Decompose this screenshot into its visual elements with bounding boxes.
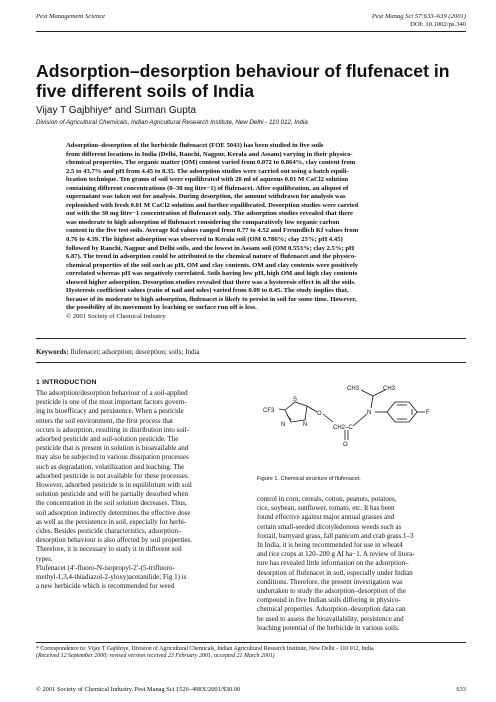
label-s: S [293,397,298,403]
bottom-copyright: © 2001 Society of Chemical Industry. Pest Manag Sci 1526–498X/2001/$30.00 [36,686,241,693]
text-line: chemical properties. Adsorption–desorption data can [257,605,406,614]
footnote-rule [36,642,466,643]
label-n3: N [367,410,372,416]
structure-bonds [279,390,425,440]
journal-citation: Pest Manag Sci 57:633–639 (2001) [371,13,466,20]
abstract-body [66,142,454,313]
page-number: 633 [456,686,466,693]
text-line: control in corn, cereals, cotton, peanuts, potatoes, [257,495,397,503]
text-line: cides. Besides pesticide characteristics, adsorption– [36,527,182,536]
keywords [36,348,200,357]
label-ch2c: CH2–C [333,425,353,431]
section-heading: 1 INTRODUCTION [36,379,97,386]
text-line: undertaken to study the adsorption–desorption of the [257,587,406,596]
text-line: chemical properties. The organic matter (OM) content varied from 0.072 to 0.864%, clay content from [66,159,356,167]
text-line: may also be subjected to various dissipation processes [36,453,189,462]
label-o2: O [343,442,348,448]
text-line: containing different concentrations (0–30 mg litre−1) of flufenacet. After equilibration, an aliquot of [66,184,349,192]
text-line: Adsorption–desorption of the herbicide flufenacet (FOE 5043) has been studied in five soils [66,142,324,149]
footnote-dates: (Received 12 September 2000; revised version received 23 February 2001; accepted 21 March 2001) [36,653,275,659]
text-line: found effective against major annual grasses and [257,513,395,522]
text-line: 2.5 to 43.7% and pH from 4.45 to 8.35. The adsorption studies were carried out using a batch equili- [66,167,349,175]
text-line: such as degradation, volatilization and leaching. The [36,462,185,471]
figure-caption: Figure 1. Chemical structure of flufenacet. [257,476,361,482]
label-f: F [426,410,430,416]
label-o1: O [317,411,322,417]
footnote-correspondence: * Correspondence to: Vijay T Gajbhiye, Division of Agricultural Chemicals, Indian Agricultural Research Institute, New Delhi - 110 012, India [36,646,374,652]
text-line: compound in five Indian soils differing in physico- [257,596,401,605]
abstract-rule [36,338,466,339]
authors: Vijay T Gajbhiye* and Suman Gupta [36,105,197,116]
label-ch3-right: CH3 [383,386,396,392]
text-line: The adsorption/desorption behaviour of a soil-applied [36,389,188,397]
text-line: supernatant was taken out for analysis. During desorption, the amount withdrawn for analysis was [66,193,346,201]
text-line: content in the five test soils. Average Kd values ranged from 0.77 to 4.52 and Freundlich Kf values from [66,227,359,235]
abstract-copyright: © 2001 Society of Chemical Industry [66,312,166,320]
text-line: as well as the persistence in soil, especially for herbi- [36,517,187,526]
text-line: 0.76 to 4.39. The highest adsorption was observed in Kerala soil (OM 0.786%; clay 25%; pH 4.45) [66,236,343,244]
text-line: the concentration in the soil solution decreases. Thus, [36,499,187,508]
text-line: correlated whereas pH was negatively correlated. Soils having low pH, high OM and high clay contents [66,270,358,278]
affiliation: Division of Agricultural Chemicals, Indian Agricultural Research Institute, New Delhi - 110 012, India [36,119,308,126]
text-line: pesticide is one of the most important factors govern- [36,398,187,407]
flufenacet-structure-figure [257,382,465,478]
header-rule [36,31,466,32]
text-line: conditions. Therefore, the present investigation was [257,577,403,586]
text-line: solution pesticide and will be partially desorbed when [36,490,189,499]
text-line: chemical properties of the soil such as pH, OM and clay contents. OM and clay contents were positively [66,261,359,269]
label-n1: N [281,422,286,428]
label-n2: N [303,422,308,428]
text-line: However, adsorbed pesticide is in equilibrium with soil [36,481,192,490]
abstract [66,142,454,321]
text-line: Therefore, it is necessary to study it in different soil [36,545,182,554]
text-line: out with the 30 mg litre−1 concentration of flufenacet only. The adsorption studies revealed that there [66,210,353,218]
text-line: enters the soil environment, the first process that [36,416,173,425]
text-line: pesticide that is present in solution is bioavailable and [36,444,189,453]
text-line: rice, soybean, sunflower, tomato, etc. It has been [257,504,395,513]
label-ch3-left: CH3 [347,386,360,392]
text-line: soil adsorption indirectly determines the effective dose [36,508,191,517]
keywords-label: Keywords: [36,348,69,356]
text-line: desorption of flufenacet in soil, especially under Indian [257,568,413,577]
doi: DOI: 10.1002/ps.340 [410,21,466,28]
text-line: In India, it is being recommended for use in wheat4 [257,541,403,550]
article-title: Adsorption–desorption behaviour of flufenacet in five different soils of India [36,61,450,101]
text-line: ing its bioefficacy and persistence. When a pesticide [36,407,184,416]
text-line: because of its moderate to high adsorption, flufenacet is likely to persist in soil for some time. However, [66,295,357,303]
text-line: adsorbed pesticide is not available for these processes. [36,471,190,480]
text-line: Flufenacet (4′-fluoro-N-isopropyl-2′-(5-trifluoro- [36,563,175,572]
keywords-text: flufenacet; adsorption; desorption; soils; India [70,348,200,356]
footnote [36,646,466,660]
label-cf3: CF3 [263,408,275,414]
text-line: followed by Ranchi, Nagpur and Delhi soils, and the lowest in Assam soil (OM 0.553%; clay 2.5%; pH [66,244,355,252]
text-line: the possibility of its movement by leaching or surface run off is less. [66,304,257,312]
text-line: certain small-seeded dicotyledonous weeds such as [257,522,402,531]
text-line: bration technique. Ten grams of soil were equilibrated with 20 ml of aqueous 0.01 M CaCl2 solution [66,176,349,184]
text-line: and rice crops at 120–200 g AI ha−1. A review of litera- [257,550,415,559]
text-line: methyl-1,3,4-thiadiazol-2-yloxy)acetanilide; Fig 1) is [36,573,187,582]
text-line: foxtail, barnyard grass, fall panicum and crab grass.1–3 [257,531,414,540]
structure-labels [263,386,430,448]
text-line: adsorbed pesticide and soil-solution pesticide. The [36,435,179,444]
text-line: types. [36,554,53,563]
text-line: replenished with fresh 0.01 M CaCl2 solution and further equilibrated. Desorption studies were carried [66,201,359,209]
text-line: from different locations in India (Delhi, Ranchi, Nagpur, Kerala and Assam) varying in their physico- [66,150,353,158]
text-line: 6.87). The trend in adsorption could be attributed to the chemical nature of flufenacet and the physico- [66,253,357,261]
text-line: occurs is adsorption, resulting in distribution into soil- [36,425,190,434]
text-line: was moderate to high adsorption of flufenacet considering the comparatively low organic carbon [66,218,340,226]
text-line: desorption behaviour is also affected by soil properties. [36,536,193,545]
text-line: showed higher adsorption. Desorption studies revealed that there was a hysteresis effect in all the soils. [66,278,356,286]
text-line: ture has revealed little information on the adsorption– [257,559,409,568]
intro-column-left [36,389,243,591]
text-line: Hysteresis coefficient values (ratio of nad and ndes) varied from 0.09 to 0.45. The study implies that, [66,287,349,295]
text-line: a new herbicide which is recommended for weed [36,582,175,591]
keywords-rule [36,362,466,363]
text-line: be used to assess the bioavailability, persistence and [257,614,404,623]
journal-name: Pest Management Science [36,13,106,20]
intro-column-right [257,495,465,633]
text-line: leaching potential of the herbicide in various soils. [257,623,400,632]
